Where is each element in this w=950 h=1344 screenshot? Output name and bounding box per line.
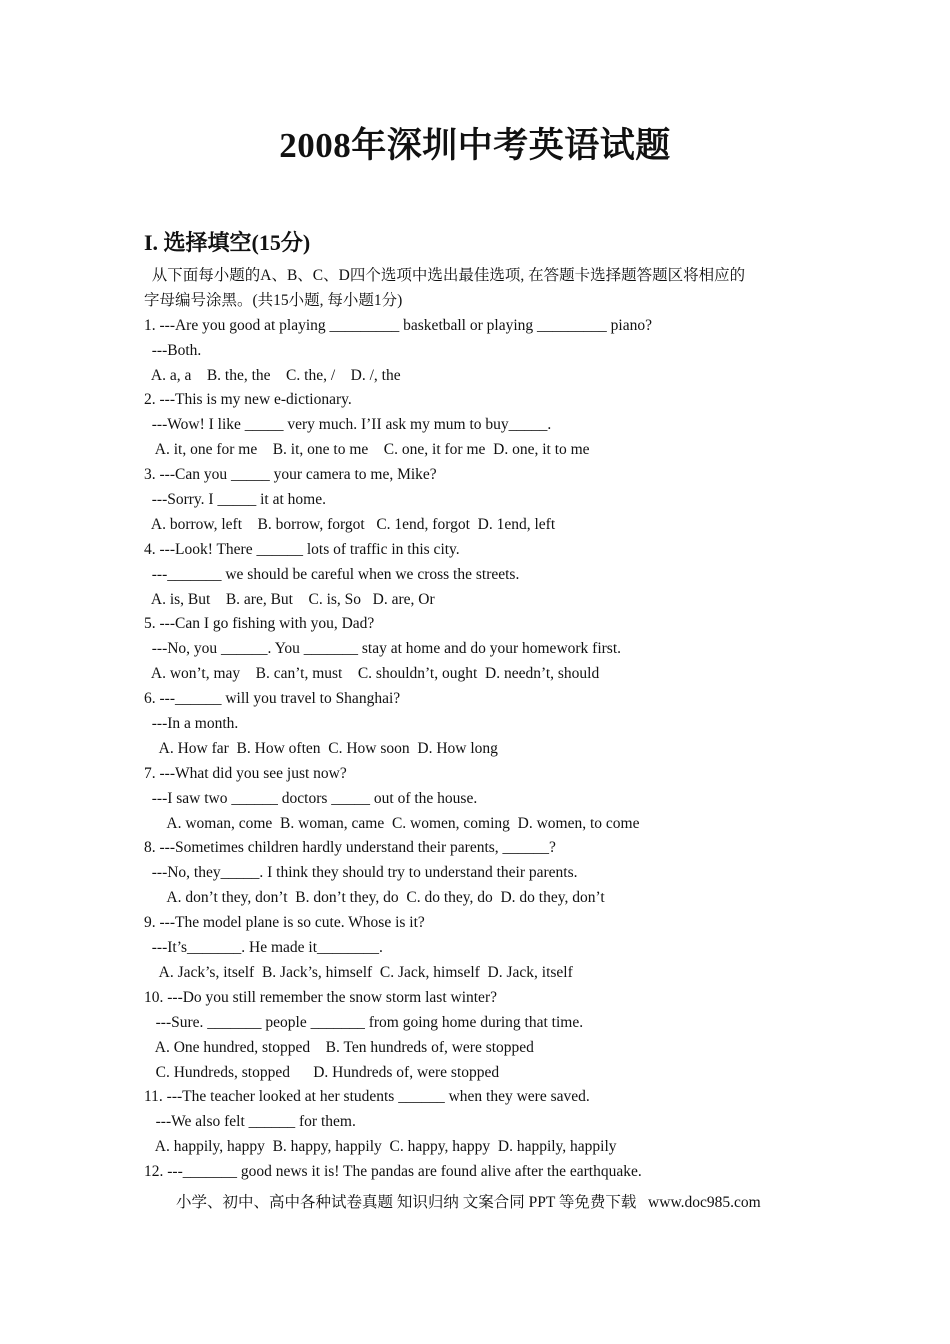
question-5-options: A. won’t, may B. can’t, must C. shouldn’t, ought D. needn’t, should [144,665,600,683]
question-7-options: A. woman, come B. woman, came C. women, coming D. women, to come [144,814,640,832]
question-7-line: ---I saw two ______ doctors _____ out of the house. [144,789,478,807]
question-10-options: A. One hundred, stopped B. Ten hundreds of, were stopped [144,1038,534,1056]
question-1-line: ---Both. [144,341,202,359]
question-8-line: ---No, they_____. I think they should try to understand their parents. [144,864,578,882]
page-title: 2008年深圳中考英语试题 [279,126,671,165]
question-11-options: A. happily, happy B. happy, happily C. happy, happy D. happily, happily [144,1138,617,1156]
question-6-options: A. How far B. How often C. How soon D. How long [144,739,498,757]
question-6-line: ---In a month. [144,715,239,733]
question-9-line: 9. ---The model plane is so cute. Whose is it? [144,914,425,932]
page-footer: 小学、初中、高中各种试卷真题 知识归纳 文案合同 PPT 等免费下载 www.doc985.com [176,1194,761,1211]
question-3-line: ---Sorry. I _____ it at home. [144,491,326,509]
question-2-line: 2. ---This is my new e-dictionary. [144,391,352,409]
question-10-line: ---Sure. _______ people _______ from going home during that time. [144,1013,584,1031]
question-7-line: 7. ---What did you see just now? [144,764,347,782]
question-8-options: A. don’t they, don’t B. don’t they, do C. do they, do D. do they, don’t [144,889,605,907]
question-4-line: 4. ---Look! There ______ lots of traffic in this city. [144,540,460,558]
question-11-line: 11. ---The teacher looked at her students ______ when they were saved. [144,1088,590,1106]
question-9-line: ---It’s_______. He made it________. [144,939,383,957]
question-10-options: C. Hundreds, stopped D. Hundreds of, were stopped [144,1063,500,1081]
section-heading: I. 选择填空(15分) [144,230,311,255]
question-8-line: 8. ---Sometimes children hardly understand their parents, ______? [144,839,556,857]
question-5-line: 5. ---Can I go fishing with you, Dad? [144,615,375,633]
question-12-line: 12. ---_______ good news it is! The pandas are found alive after the earthquake. [144,1163,642,1181]
instruction-line: 字母编号涂黑。(共15小题, 每小题1分) [144,291,403,309]
question-4-line: ---_______ we should be careful when we cross the streets. [144,565,520,583]
question-2-line: ---Wow! I like _____ very much. I’II ask my mum to buy_____. [144,416,552,434]
exam-content [144,264,824,1185]
question-11-line: ---We also felt ______ for them. [144,1113,356,1131]
question-3-line: 3. ---Can you _____ your camera to me, Mike? [144,466,437,484]
question-6-line: 6. ---______ will you travel to Shanghai? [144,690,401,708]
question-10-line: 10. ---Do you still remember the snow storm last winter? [144,988,497,1006]
question-9-options: A. Jack’s, itself B. Jack’s, himself C. Jack, himself D. Jack, itself [144,963,573,981]
question-2-options: A. it, one for me B. it, one to me C. one, it for me D. one, it to me [144,441,590,459]
question-4-options: A. is, But B. are, But C. is, So D. are, Or [144,590,435,608]
instruction-line: 从下面每小题的A、B、C、D四个选项中选出最佳选项, 在答题卡选择题答题区将相应的 [144,267,746,284]
question-3-options: A. borrow, left B. borrow, forgot C. 1end, forgot D. 1end, left [144,515,556,533]
question-1-line: 1. ---Are you good at playing _________ basketball or playing _________ piano? [144,316,652,334]
question-1-options: A. a, a B. the, the C. the, / D. /, the [144,366,401,384]
question-5-line: ---No, you ______. You _______ stay at home and do your homework first. [144,640,622,658]
